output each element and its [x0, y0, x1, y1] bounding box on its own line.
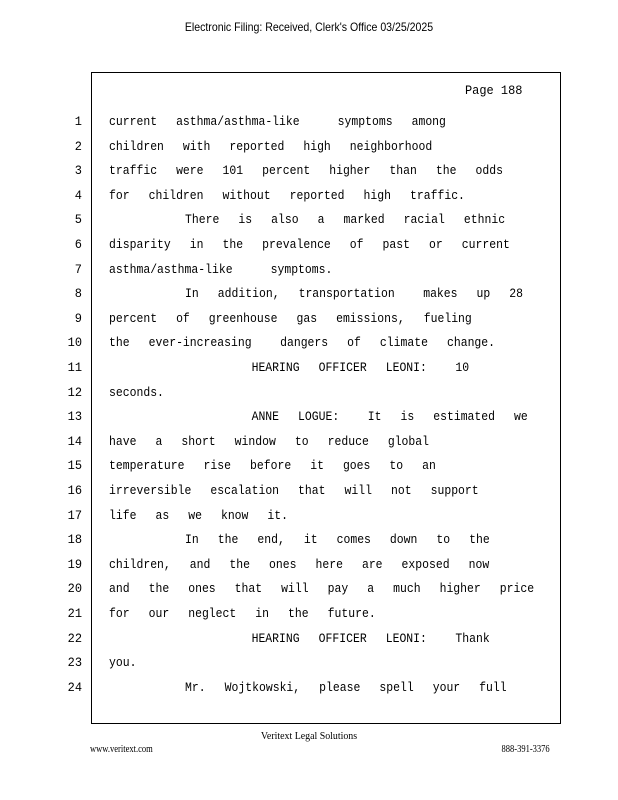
line-number: 23	[67, 655, 82, 671]
line-number: 11	[67, 360, 82, 375]
line-number: 17	[67, 507, 82, 523]
line-number: 3	[74, 163, 82, 179]
transcript-line: There is also a marked racial ethnic	[109, 212, 506, 228]
line-number: 24	[67, 679, 82, 695]
transcript-line: HEARING OFFICER LEONI: Thank	[109, 630, 490, 646]
transcript-line: and the ones that will pay a much higher price	[109, 581, 535, 597]
line-number: 22	[67, 630, 82, 646]
transcript-line: children with reported high neighborhood	[109, 138, 433, 154]
line-number: 19	[67, 556, 82, 572]
line-number: 1	[74, 114, 82, 129]
footer-website: www.veritext.com	[90, 744, 153, 755]
line-number: 20	[67, 581, 82, 597]
transcript-line: have a short window to reduce global	[109, 433, 430, 449]
line-number: 7	[74, 261, 82, 277]
line-number: 2	[74, 138, 82, 154]
line-number: 6	[74, 237, 82, 252]
transcript-line: temperature rise before it goes to an	[109, 458, 436, 474]
transcript-line: In the end, it comes down to the	[109, 532, 490, 548]
line-number: 16	[67, 483, 82, 498]
transcript-line: ANNE LOGUE: It is estimated we	[109, 409, 528, 425]
line-number: 4	[74, 187, 82, 203]
line-number: 5	[74, 212, 82, 228]
transcript-line: the ever-increasing dangers of climate change.	[109, 335, 496, 351]
line-number: 9	[74, 310, 82, 326]
line-number: 13	[67, 409, 82, 425]
footer-company: Veritext Legal Solutions	[260, 730, 358, 742]
line-number: 21	[67, 606, 82, 621]
line-number: 10	[67, 335, 82, 351]
transcript-line: asthma/asthma-like symptoms.	[109, 261, 333, 277]
line-number: 8	[74, 286, 82, 302]
footer-phone: 888-391-3376	[501, 744, 550, 755]
transcript-line: traffic were 101 percent higher than the odds	[109, 163, 503, 179]
transcript-line: for our neglect in the future.	[109, 606, 376, 621]
transcript-line: HEARING OFFICER LEONI: 10	[109, 360, 470, 375]
line-number: 18	[67, 532, 82, 548]
transcript-line: current asthma/asthma-like symptoms among	[109, 114, 446, 129]
filing-header: Electronic Filing: Received, Clerk's Office 03/25/2025	[184, 20, 434, 34]
line-number: 15	[67, 458, 82, 474]
transcript-line: seconds.	[109, 384, 164, 400]
transcript-line: life as we know it.	[109, 507, 289, 523]
transcript-line: you.	[109, 655, 137, 671]
transcript-line: disparity in the prevalence of past or current	[109, 237, 510, 252]
transcript-line: irreversible escalation that will not support	[109, 483, 479, 498]
page-number: Page 188	[465, 83, 523, 98]
transcript-line: for children without reported high traffic.	[109, 187, 465, 203]
line-number: 14	[67, 433, 82, 449]
transcript-line: percent of greenhouse gas emissions, fueling	[109, 310, 472, 326]
line-number: 12	[67, 384, 82, 400]
transcript-line: Mr. Wojtkowski, please spell your full	[109, 679, 507, 695]
transcript-line: children, and the ones here are exposed now	[109, 556, 490, 572]
transcript-line: In addition, transportation makes up 28	[109, 286, 524, 302]
